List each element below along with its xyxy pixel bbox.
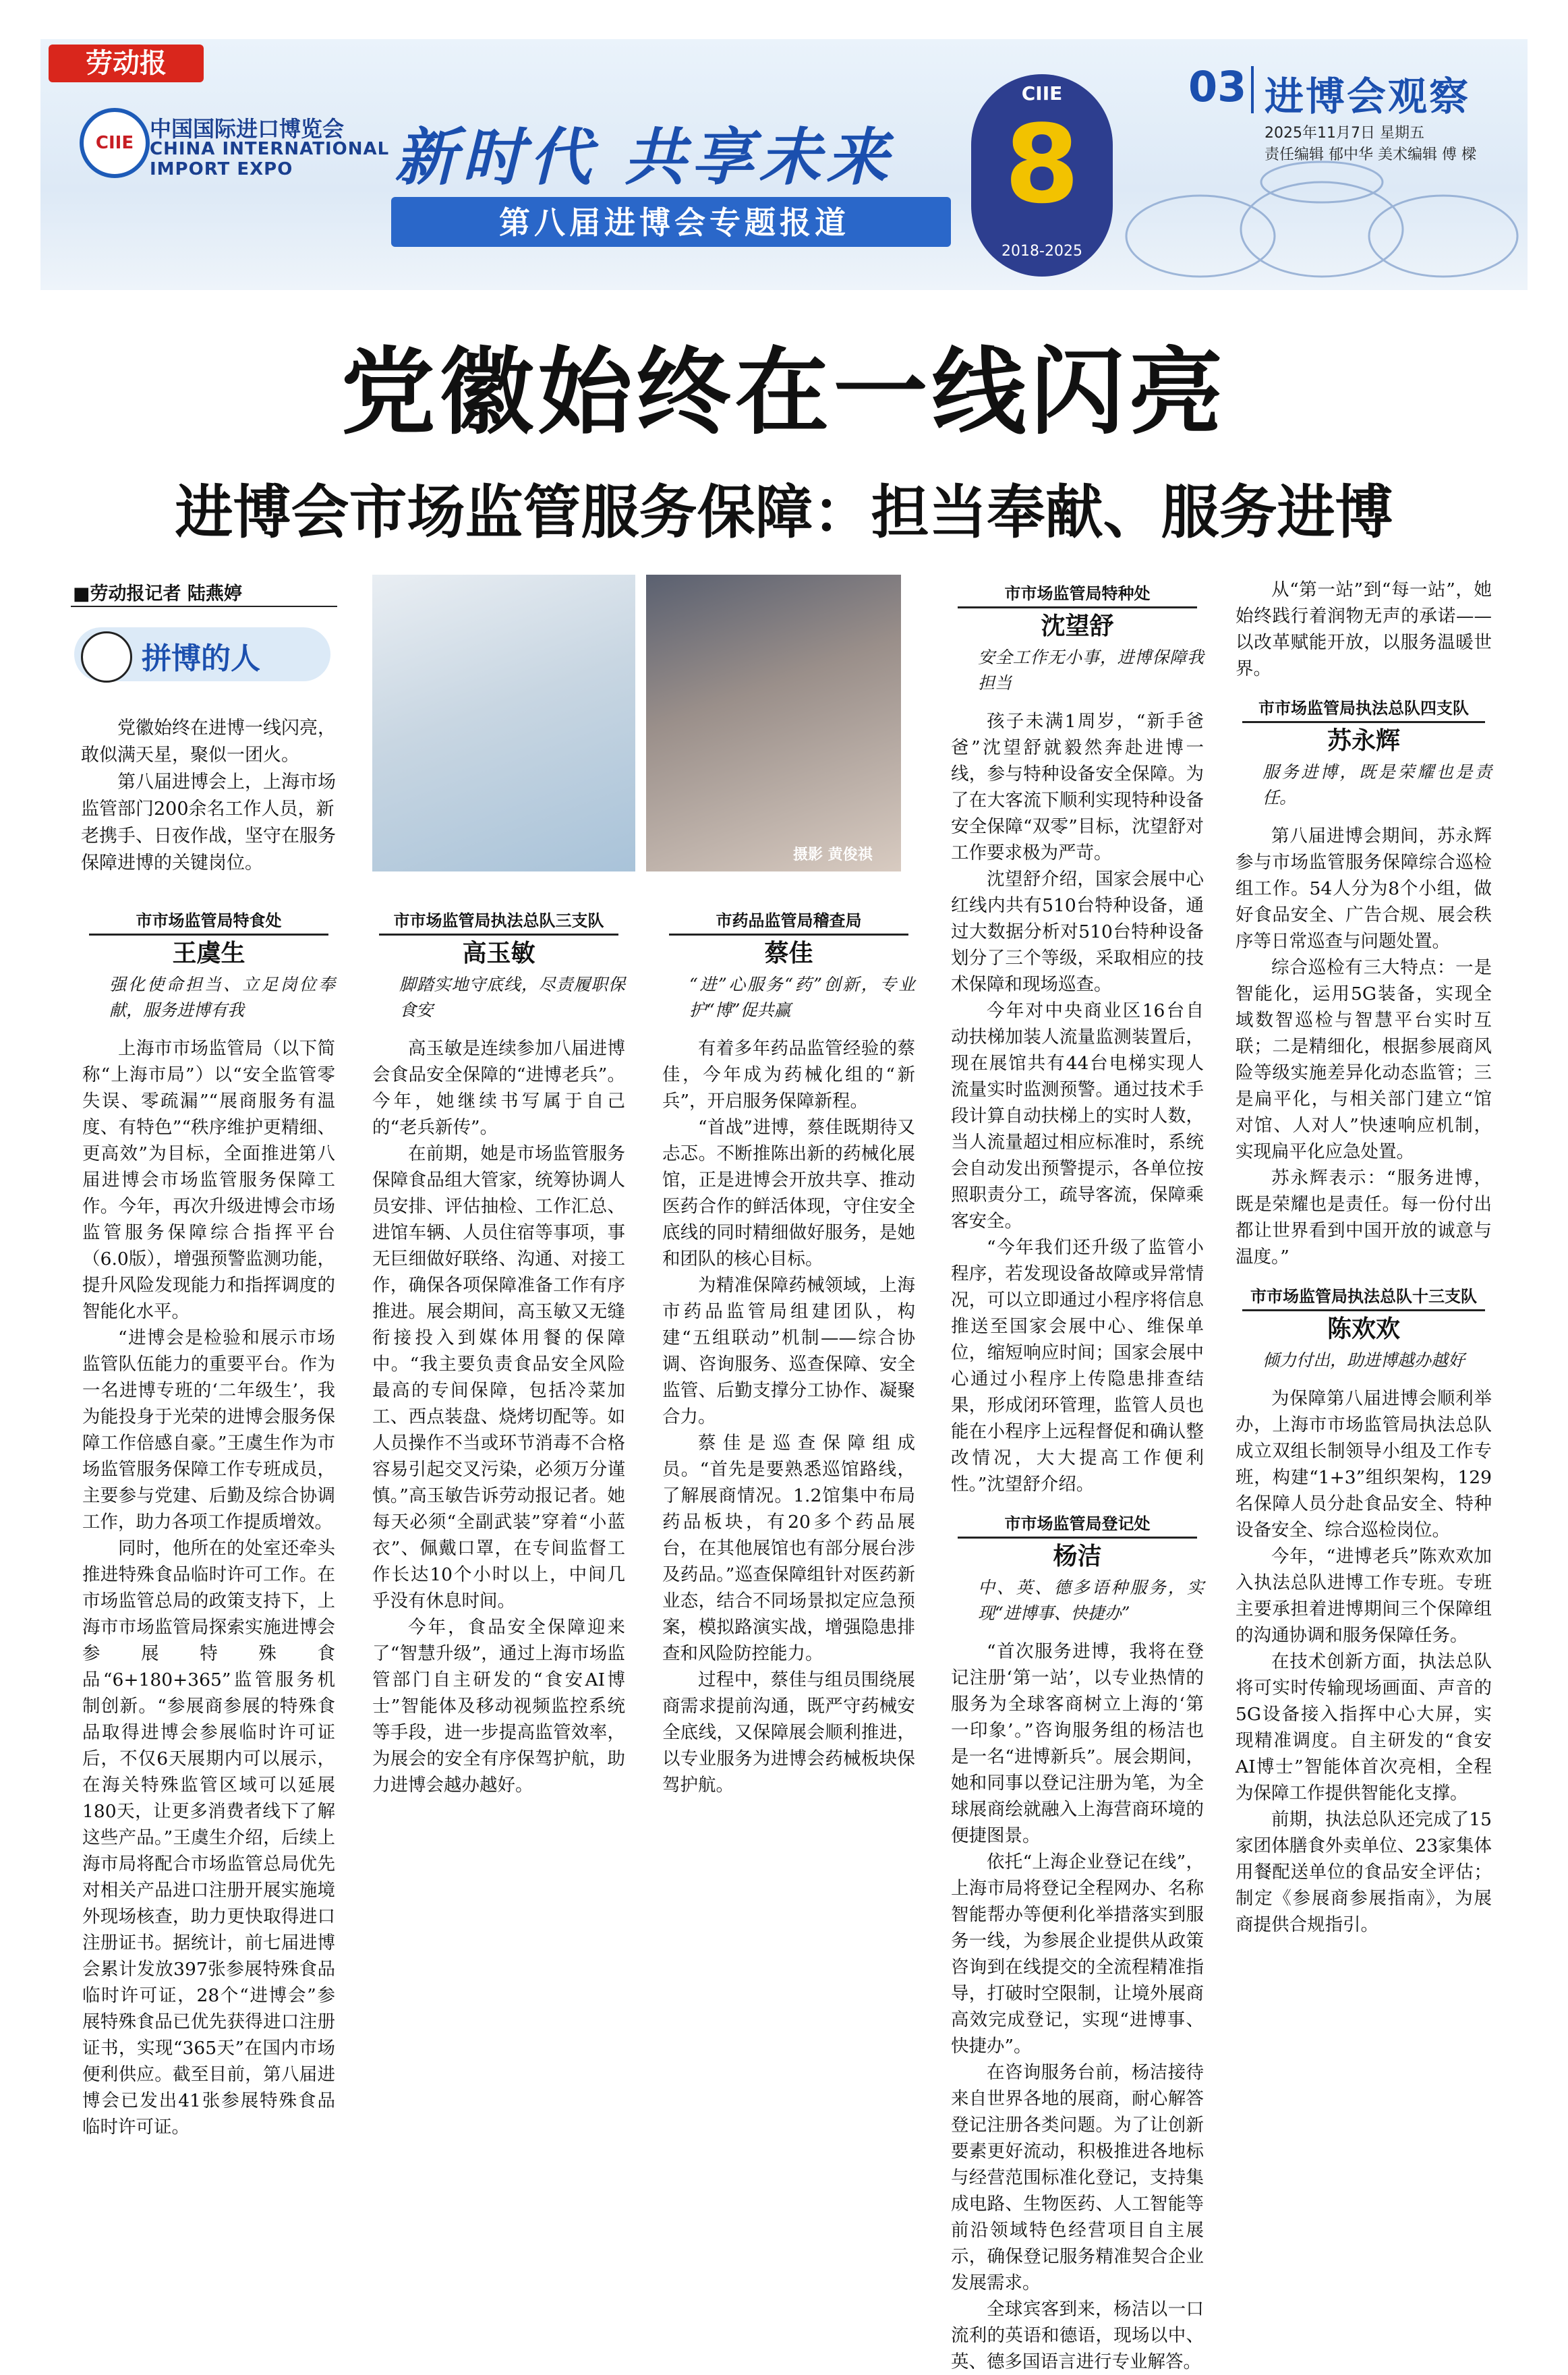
paragraph: 第八届进博会期间，苏永辉参与市场监管服务保障综合巡检组工作。54人分为8个小组，做好食品安全、广告合规、展会秩序等日常巡查与问题处置。	[1236, 826, 1492, 952]
paragraph: 沈望舒介绍，国家会展中心红线内共有510台特种设备，通过大数据分析对510台特种设备划分了三个等级，采取相应的技术保障和现场巡查。	[951, 869, 1204, 995]
panda-mascot-icon	[81, 631, 132, 683]
paragraph: 在咨询服务台前，杨洁接待来自世界各地的展商，耐心解答登记注册各类问题。为了让创新要素更好流动，积极推进各地标与经营范围标准化登记，支持集成电路、生物医药、人工智能等前沿领域特色经营项目自主展示，确保登记服务精准契合企业发展需求。	[951, 2062, 1204, 2293]
person-name: 杨洁	[1053, 1543, 1102, 1570]
expo-name-cn: 中国国际进口博览会	[150, 116, 345, 142]
unit-label: 市市场监管局特种处	[1004, 584, 1151, 603]
paragraph: 为精准保障药械领域，上海市药品监管局组建团队，构建“五组联动”机制——综合协调、咨询服务、巡查保障、安全监管、后勤支撑分工协作、凝聚合力。	[662, 1275, 915, 1427]
photo-food-inspection	[372, 575, 635, 871]
person-motto: 中、英、德多语种服务，实现“进博事、快捷办”	[978, 1578, 1204, 1623]
photo-expo-consultation	[646, 575, 901, 871]
paragraph: 为保障第八届进博会顺利举办，上海市市场监管局执法总队成立双组长制领导小组及工作专班，构建“1+3”组织架构，129名保障人员分赴食品安全、特种设备安全、综合巡检岗位。	[1236, 1388, 1492, 1541]
person-name: 高玉敏	[462, 940, 535, 967]
page-editors: 责任编辑 郁中华 美术编辑 傅 樑	[1265, 146, 1476, 163]
article-column	[82, 904, 335, 2212]
paragraph: 依托“上海企业登记在线”，上海市局将登记全程网办、名称智能帮办等便利化举措落实到服务一线，为参展企业提供从政策咨询到在线提交的全流程精准指导，打破时空限制，让境外展商高效完成登记，实现“进博事、快捷办”。	[951, 1852, 1204, 2057]
paragraph: 有着多年药品监管经验的蔡佳，今年成为药械化组的“新兵”，开启服务保障新程。	[662, 1038, 915, 1112]
person-name: 陈欢欢	[1327, 1315, 1400, 1343]
paragraph: 同时，他所在的处室还牵头推进特殊食品临时许可工作。在市场监管总局的政策支持下，上海市市场监管局探索实施进博会参展特殊食品“6+180+365”监管服务机制创新。“参展商参展的特殊食品取得进博会参展临时许可证后，不仅6天展期内可以展示，在海关特殊监管区域可以延展180天，让更多消费者线下了解这些产品。”王虞生介绍，后续上海市局将配合市场监管总局优先对相关产品进口注册开展实施境外现场核查，助力更快取得进口注册证书。据统计，前七届进博会累计发放397张参展特殊食品临时许可证，28个“进博会”参展特殊食品已优先获得进口注册证书，实现“365天”在国内市场便利供应。截至目前，第八届进博会已发出41张参展特殊食品临时许可证。	[82, 1538, 335, 2138]
intro-text	[81, 715, 337, 877]
unit-label: 市市场监管局执法总队三支队	[393, 911, 604, 930]
byline: ■劳动报记者 陆燕婷	[73, 583, 242, 604]
paragraph: 苏永辉表示：“服务进博，既是荣耀也是责任。每一份付出都让世界看到中国开放的诚意与温度。”	[1236, 1168, 1492, 1267]
unit-label: 市市场监管局执法总队四支队	[1258, 699, 1469, 718]
expo-building-graphic	[1120, 155, 1524, 290]
expo-name-en-2: IMPORT EXPO	[150, 159, 293, 179]
paragraph: “首战”进博，蔡佳既期待又忐忑。不断推陈出新的药械化展馆，正是进博会开放共享、推动医药合作的鲜活体现，守住安全底线的同时精细做好服务，是她和团队的核心目标。	[662, 1117, 915, 1269]
paragraph: 过程中，蔡佳与组员围绕展商需求提前沟通，既严守药械安全底线，又保障展会顺利推进，以专业服务为进博会药械板块保驾护航。	[662, 1669, 915, 1796]
page-divider	[1251, 66, 1254, 113]
person-name: 蔡佳	[764, 940, 813, 967]
person-motto: 脚踏实地守底线，尽责履职保食安	[399, 975, 625, 1020]
paragraph: 今年，食品安全保障迎来了“智慧升级”，通过上海市场监管部门自主研发的“食安AI博士”智能体及移动视频监控系统等手段，进一步提高监管效率，为展会的安全有序保驾护航，助力进博会越办越好。	[372, 1617, 625, 1796]
unit-label: 市市场监管局执法总队十三支队	[1250, 1287, 1477, 1306]
column-brand: 拼博的人	[142, 641, 260, 676]
paragraph: 今年，“进博老兵”陈欢欢加入执法总队进博工作专班。专班主要承担着进博期间三个保障组的沟通协调和服务保障任务。	[1236, 1546, 1492, 1646]
intro-paragraph: 第八届进博会上，上海市场监管部门200余名工作人员，新老携手、日夜作战，坚守在服务保障进博的关键岗位。	[81, 772, 336, 874]
article-column	[1236, 577, 1492, 2212]
byline-rule	[71, 606, 337, 607]
person-motto: 服务进博，既是荣耀也是责任。	[1262, 762, 1492, 807]
paper-logo: 劳动报	[49, 45, 204, 82]
page-number: 03	[1188, 62, 1247, 111]
section-title: 进博会观察	[1265, 74, 1471, 119]
person-name: 王虞生	[172, 940, 245, 967]
person-motto: 倾力付出，助进博越办越好	[1262, 1350, 1465, 1370]
paragraph: 全球宾客到来，杨洁以一口流利的英语和德语，现场以中、英、德多国语言进行专业解答。	[951, 2299, 1204, 2372]
unit-label: 市市场监管局特食处	[136, 911, 282, 930]
paragraph: 综合巡检有三大特点：一是智能化，运用5G装备，实现全域数智巡检与智慧平台实时互联；二是精细化，根据参展商风险等级实施差异化动态监管；三是扁平化，与相关部门建立“馆对馆、人对人”快速响应机制，实现扁平化应急处置。	[1236, 957, 1492, 1162]
banner-subtitle: 第八届进博会专题报道	[499, 204, 850, 241]
paragraph: 上海市市场监管局（以下简称“上海市局”）以“安全监管零失误、零疏漏”“展商服务有温度、有特色”“秩序维护更精细、更高效”为目标，全面推进第八届进博会市场监管服务保障工作。今年，再次升级进博会市场监管服务保障综合指挥平台（6.0版），增强预警监测功能，提升风险发现能力和指挥调度的智能化水平。	[82, 1038, 335, 1322]
person-name: 沈望舒	[1041, 612, 1114, 640]
ciie-emblem-icon: CIIE	[80, 108, 150, 178]
paragraph: “首次服务进博，我将在登记注册‘第一站’，以专业热情的服务为全球客商树立上海的‘第一印象’。”咨询服务组的杨洁也是一名“进博新兵”。展会期间，她和同事以登记注册为笔，为全球展商绘就融入上海营商环境的便捷图景。	[951, 1641, 1204, 1846]
person-motto: “进”心服务“药”创新，专业护“博”促共赢	[689, 975, 915, 1020]
paragraph: “进博会是检验和展示市场监管队伍能力的重要平台。作为一名进博专班的‘二年级生’，我为能投身于光荣的进博会服务保障工作倍感自豪。”王虞生作为市场监管服务保障工作专班成员，主要参与党建、后勤及综合协调工作，助力各项工作提质增效。	[82, 1327, 335, 1533]
paragraph: 在前期，她是市场监管服务保障食品组大管家，统筹协调人员安排、评估抽检、工作汇总、进馆车辆、人员住宿等事项，事无巨细做好联络、沟通、对接工作，确保各项保障准备工作有序推进。展会期间，高玉敏又无缝衔接投入到媒体用餐的保障中。“我主要负责食品安全风险最高的专间保障，包括冷菜加工、西点装盘、烧烤切配等。如人员操作不当或环节消毒不合格容易引起交叉污染，必须万分谨慎。”高玉敏告诉劳动报记者。她每天必须“全副武装”穿着“小蓝衣”、佩戴口罩，在专间监督工作长达10个小时以上，中间几乎没有休息时间。	[372, 1143, 625, 1611]
person-motto: 安全工作无小事，进博保障我担当	[978, 648, 1204, 693]
anniversary-number: 8	[1004, 101, 1080, 227]
unit-label: 市市场监管局登记处	[1004, 1514, 1151, 1533]
intro-paragraph: 党徽始终在进博一线闪亮，敢似满天星，聚似一团火。	[81, 718, 336, 766]
paragraph: “今年我们还升级了监管小程序，若发现设备故障或异常情况，可以立即通过小程序将信息推送至国家会展中心、维保单位，缩短响应时间；国家会展中心通过小程序上传隐患排查结果，形成闭环管理，监管人员也能在小程序上远程督促和确认整改情况，大大提高工作便利性。”沈望舒介绍。	[951, 1237, 1204, 1495]
paragraph: 蔡佳是巡查保障组成员。“首先是要熟悉巡馆路线，了解展商情况。1.2馆集中布局药品板块，有20多个药品展台，在其他展馆也有部分展台涉及药品。”巡查保障组针对医药新业态，结合不同场景拟定应急预案，模拟路演实战，增强隐患排查和风险防控能力。	[662, 1433, 915, 1664]
article-column	[662, 904, 915, 2212]
headline: 党徽始终在一线闪亮	[341, 338, 1227, 448]
article-column	[372, 904, 625, 2212]
paragraph: 前期，执法总队还完成了15家团体膳食外卖单位、23家集体用餐配送单位的食品安全评估；制定《参展商参展指南》，为展商提供合规指引。	[1236, 1809, 1492, 1935]
photo-credit: 摄影 黄俊祺	[793, 847, 873, 863]
subheadline: 进博会市场监管服务保障：担当奉献、服务进博	[175, 478, 1393, 546]
person-motto: 强化使命担当、立足岗位奉献，服务进博有我	[109, 975, 335, 1020]
unit-label: 市药品监管局稽查局	[716, 911, 862, 930]
person-name: 苏永辉	[1327, 727, 1400, 755]
anniversary-mark: CIIE	[1021, 82, 1063, 105]
paragraph: 高玉敏是连续参加八届进博会食品安全保障的“进博老兵”。今年，她继续书写属于自己的“老兵新传”。	[372, 1038, 625, 1138]
issue-date: 2025年11月7日 星期五	[1265, 125, 1424, 142]
paragraph: 从“第一站”到“每一站”，她始终践行着润物无声的承诺——以改革赋能开放，以服务温暖世界。	[1236, 579, 1492, 679]
banner-slogan: 新时代 共享未来	[395, 121, 894, 194]
paragraph: 今年对中央商业区16台自动扶梯加装人流量监测装置后，现在展馆共有44台电梯实现人流量实时监测预警。通过技术手段计算自动扶梯上的实时人数，当人流量超过相应标准时，系统会自动发出预警提示，各单位按照职责分工，疏导客流，保障乘客安全。	[951, 1000, 1204, 1232]
expo-name-en-1: CHINA INTERNATIONAL	[150, 139, 390, 159]
article-column	[951, 577, 1204, 2372]
anniversary-years: 2018-2025	[1001, 243, 1082, 260]
paragraph: 在技术创新方面，执法总队将可实时传输现场画面、声音的5G设备接入指挥中心大屏，实现精准调度。自主研发的“食安AI博士”智能体首次亮相，全程为保障工作提供智能化支撑。	[1236, 1651, 1492, 1804]
paragraph: 孩子未满1周岁，“新手爸爸”沈望舒就毅然奔赴进博一线，参与特种设备安全保障。为了在大客流下顺利实现特种设备安全保障“双零”目标，沈望舒对工作要求极为严苛。	[951, 711, 1204, 863]
